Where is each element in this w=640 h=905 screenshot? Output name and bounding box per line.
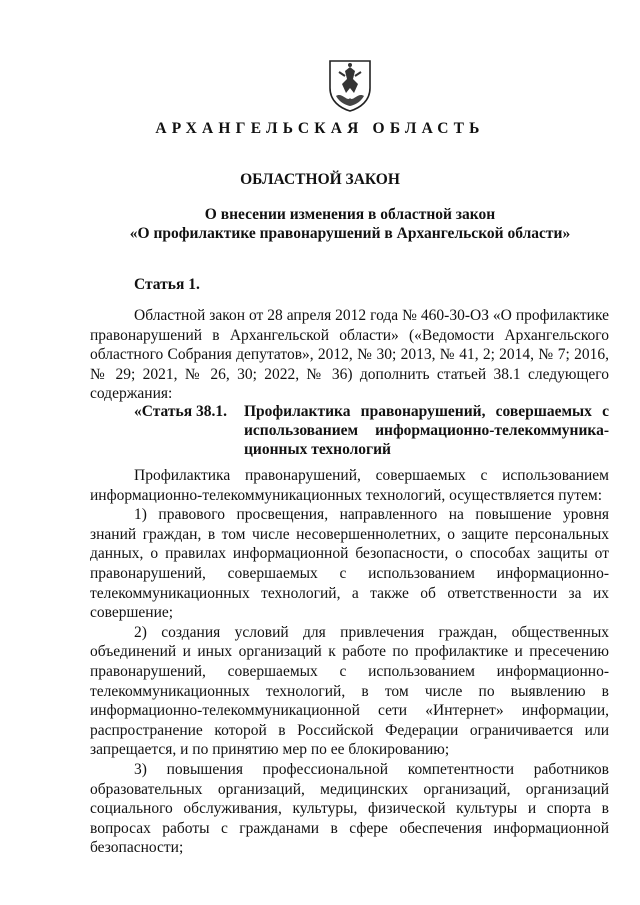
law-title bbox=[60, 205, 640, 243]
list-item: 2) создания условий для привлечения граждан, общественных объединений и иных организаций к работе по профилактике и пресечению правонарушений, совершаемых с использованием информационно-телекоммуникационных технологий, в том числе по выявлению в информационно-телекоммуникационной сети «Интернет» информации, распространение которой в Российской Федерации ограничивается или запрещается, и по принятию мер по ее блокированию; bbox=[90, 623, 609, 759]
coat-of-arms-icon bbox=[327, 58, 373, 112]
region-name: АРХАНГЕЛЬСКАЯ ОБЛАСТЬ bbox=[155, 120, 485, 137]
article38-1-number: «Статья 38.1. bbox=[134, 403, 227, 420]
article38-1-body bbox=[90, 466, 609, 858]
list-item: 1) правового просвещения, направленного на повышение уровня знаний граждан, в том числе несовершеннолетних, о защите персональных данных, о правилах информационной безопасности, о способах защиты от правонарушений, совершаемых с использованием информационно-телекоммуникационных технологий, а также об ответственности за их совершение; bbox=[90, 506, 609, 622]
list-item: 3) повышения профессиональной компетентности работников образовательных организаций, медицинских организаций, организаций социального обслуживания, культуры, физической культуры и спорта в вопросах работы с гражданами в сфере обеспечения информационной безопасности; bbox=[90, 760, 609, 857]
article1-heading: Статья 1. bbox=[134, 276, 200, 293]
law-title-line2: «О профилактике правонарушений в Архангельской области» bbox=[129, 225, 571, 242]
law-title-line1: О внесении изменения в областной закон bbox=[204, 206, 496, 223]
article38-1-lead: Профилактика правонарушений, совершаемых с использованием информационно-телекоммуникационных технологий, осуществляется путем: bbox=[90, 467, 609, 504]
article38-1-title: Профилактика правонарушений, совершаемых с использованием информационно-телекоммуника-ционных технологий bbox=[244, 403, 609, 458]
article1-intro bbox=[90, 306, 609, 404]
law-type: ОБЛАСТНОЙ ЗАКОН bbox=[240, 171, 400, 188]
article1-intro-text: Областной закон от 28 апреля 2012 года № 460-30-ОЗ «О профилактике правонарушений в Архангельской области» («Ведомости Архангельского областного Собрания депутатов», 2012, № 30; 2013, № 41, 2; 2014, № 7; 2016, № 29; 2021, № 26, 30; 2022, № 36) дополнить статьей 38.1 следующего содержания: bbox=[90, 307, 609, 403]
